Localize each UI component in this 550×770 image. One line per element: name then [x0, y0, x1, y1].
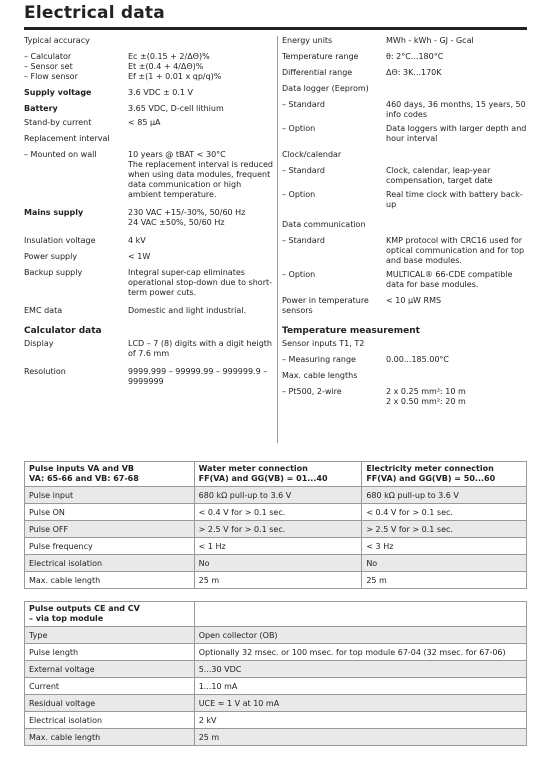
electricity-meter-header: Electricity meter connection FF(VA) and GG(VB) = 50...60 — [362, 462, 527, 487]
cable-lengths-label: Max. cable lengths — [282, 371, 358, 380]
battery-value: 3.65 VDC, D-cell lithium — [128, 104, 224, 113]
cell: Max. cable length — [25, 729, 195, 746]
insulation-value: 4 kV — [128, 236, 146, 245]
table-row — [25, 678, 527, 695]
pt500-value-2: 2 x 0.50 mm²: 20 m — [386, 397, 466, 406]
clock-option-value: Real time clock with battery back-up — [386, 190, 523, 209]
cell: Pulse OFF — [25, 521, 195, 538]
mounted-note: The replacement interval is reduced when using data modules, frequent data communication or high ambient temperature. — [128, 160, 274, 199]
mounted-label: – Mounted on wall — [24, 150, 97, 159]
table-row — [25, 712, 527, 729]
cell: < 0.4 V for > 0.1 sec. — [194, 504, 362, 521]
temperature-measurement-heading: Temperature measurement — [282, 326, 420, 336]
sensor-inputs-label: Sensor inputs T1, T2 — [282, 339, 365, 348]
calculator-label: – Calculator — [24, 52, 72, 61]
typical-accuracy-label: Typical accuracy — [24, 36, 90, 45]
table-header-row — [25, 462, 527, 487]
clock-option-label: – Option — [282, 190, 316, 199]
clock-standard-value: Clock, calendar, leap-year compensation, target date — [386, 166, 493, 185]
data-communication-label: Data communication — [282, 220, 366, 229]
cell: Pulse length — [25, 644, 195, 661]
cell: External voltage — [25, 661, 195, 678]
comm-standard-value: KMP protocol with CRC16 used for optical communication and for top and base modules. — [386, 236, 525, 265]
temperature-range-label: Temperature range — [282, 52, 359, 61]
pulse-outputs-header: Pulse outputs CE and CV – via top module — [25, 602, 195, 627]
emc-label: EMC data — [24, 306, 63, 315]
table-row — [25, 729, 527, 746]
cell: Open collector (OB) — [194, 627, 526, 644]
replacement-label: Replacement interval — [24, 134, 110, 143]
cell: Residual voltage — [25, 695, 195, 712]
cell: No — [362, 555, 527, 572]
table-row — [25, 487, 527, 504]
clock-label: Clock/calendar — [282, 150, 342, 159]
empty-header — [194, 602, 526, 627]
standby-label: Stand-by current — [24, 118, 92, 127]
calculator-value: Ec ±(0.15 + 2/ΔΘ)% — [128, 52, 210, 61]
logger-option-value: Data loggers with larger depth and hour interval — [386, 124, 527, 143]
temperature-range-value: θ: 2°C...180°C — [386, 52, 444, 61]
power-supply-label: Power supply — [24, 252, 78, 261]
energy-units-label: Energy units — [282, 36, 333, 45]
logger-option-label: – Option — [282, 124, 316, 133]
water-meter-header: Water meter connection FF(VA) and GG(VB) = 01...40 — [194, 462, 362, 487]
cell: Pulse frequency — [25, 538, 195, 555]
measuring-range-label: – Measuring range — [282, 355, 356, 364]
power-supply-value: < 1W — [128, 252, 151, 261]
standby-value: < 85 µA — [128, 118, 161, 127]
left-column — [24, 36, 276, 387]
energy-units-value: MWh - kWh - GJ - Gcal — [386, 36, 474, 45]
logger-standard-label: – Standard — [282, 100, 325, 109]
cell: Pulse input — [25, 487, 195, 504]
cell: 5...30 VDC — [194, 661, 526, 678]
differential-range-value: ΔΘ: 3K...170K — [386, 68, 442, 77]
mains-label: Mains supply — [24, 208, 84, 217]
table-row — [25, 504, 527, 521]
title-rule — [24, 27, 527, 30]
comm-option-value: MULTICAL® 66-CDE compatible data for base modules. — [386, 270, 513, 289]
emc-value: Domestic and light industrial. — [128, 306, 247, 315]
page-title: Electrical data — [24, 3, 165, 23]
table-row — [25, 555, 527, 572]
cell: < 1 Hz — [194, 538, 362, 555]
measuring-range-value: 0.00...185.00°C — [386, 355, 450, 364]
backup-label: Backup supply — [24, 268, 83, 277]
table-row — [25, 627, 527, 644]
pulse-inputs-table — [24, 461, 527, 589]
flow-sensor-value: Ef ±(1 + 0.01 x qp/q)% — [128, 72, 222, 81]
pulse-outputs-table — [24, 601, 527, 746]
cell: 25 m — [194, 572, 362, 589]
table-row — [25, 538, 527, 555]
differential-range-label: Differential range — [282, 68, 353, 77]
cell: UCE ≈ 1 V at 10 mA — [194, 695, 526, 712]
flow-sensor-label: – Flow sensor — [24, 72, 78, 81]
cell: Max. cable length — [25, 572, 195, 589]
cell: Electrical isolation — [25, 555, 195, 572]
table-row — [25, 661, 527, 678]
comm-standard-label: – Standard — [282, 236, 325, 245]
display-value: LCD – 7 (8) digits with a digit heigth of 7.6 mm — [128, 339, 272, 358]
pt500-value-1: 2 x 0.25 mm²: 10 m — [386, 387, 466, 396]
cell: < 0.4 V for > 0.1 sec. — [362, 504, 527, 521]
sensor-set-label: – Sensor set — [24, 62, 73, 71]
right-column — [282, 36, 532, 407]
backup-value: Integral super-cap eliminates operational stop-down due to short-term power cuts. — [128, 268, 273, 297]
power-temp-sensors-label: Power in temperature sensors — [282, 296, 369, 315]
supply-voltage-label: Supply voltage — [24, 88, 92, 97]
resolution-value: 9999.999 – 99999.99 – 999999.9 – 9999999 — [128, 367, 268, 386]
insulation-label: Insulation voltage — [24, 236, 96, 245]
cell: 680 kΩ pull-up to 3.6 V — [362, 487, 527, 504]
power-temp-sensors-value: < 10 µW RMS — [386, 296, 442, 305]
cell: Current — [25, 678, 195, 695]
table-row — [25, 644, 527, 661]
pt500-label: – Pt500, 2-wire — [282, 387, 342, 396]
cell: > 2.5 V for > 0.1 sec. — [194, 521, 362, 538]
calculator-data-heading: Calculator data — [24, 326, 102, 336]
comm-option-label: – Option — [282, 270, 316, 279]
table-row — [25, 695, 527, 712]
cell: < 3 Hz — [362, 538, 527, 555]
clock-standard-label: – Standard — [282, 166, 325, 175]
display-label: Display — [24, 339, 54, 348]
logger-standard-value: 460 days, 36 months, 15 years, 50 info codes — [386, 100, 526, 119]
mains-value-2: 24 VAC ±50%, 50/60 Hz — [128, 218, 225, 227]
cell: Type — [25, 627, 195, 644]
cell: No — [194, 555, 362, 572]
battery-label: Battery — [24, 104, 58, 113]
resolution-label: Resolution — [24, 367, 66, 376]
cell: > 2.5 V for > 0.1 sec. — [362, 521, 527, 538]
pulse-inputs-header: Pulse inputs VA and VB VA: 65-66 and VB: 67-68 — [25, 462, 195, 487]
mains-value-1: 230 VAC +15/-30%, 50/60 Hz — [128, 208, 246, 217]
cell: Electrical isolation — [25, 712, 195, 729]
cell: 2 kV — [194, 712, 526, 729]
cell: 25 m — [362, 572, 527, 589]
cell: Optionally 32 msec. or 100 msec. for top module 67-04 (32 msec. for 67-06) — [194, 644, 526, 661]
data-logger-label: Data logger (Eeprom) — [282, 84, 369, 93]
cell: Pulse ON — [25, 504, 195, 521]
sensor-set-value: Et ±(0.4 + 4/ΔΘ)% — [128, 62, 204, 71]
supply-voltage-value: 3.6 VDC ± 0.1 V — [128, 88, 194, 97]
typical-accuracy-row — [24, 36, 276, 46]
column-divider — [277, 36, 278, 443]
cell: 680 kΩ pull-up to 3.6 V — [194, 487, 362, 504]
mounted-value: 10 years @ tBAT < 30°C — [128, 150, 226, 159]
cell: 25 m — [194, 729, 526, 746]
table-header-row — [25, 602, 527, 627]
table-row — [25, 521, 527, 538]
cell: 1...10 mA — [194, 678, 526, 695]
table-row — [25, 572, 527, 589]
